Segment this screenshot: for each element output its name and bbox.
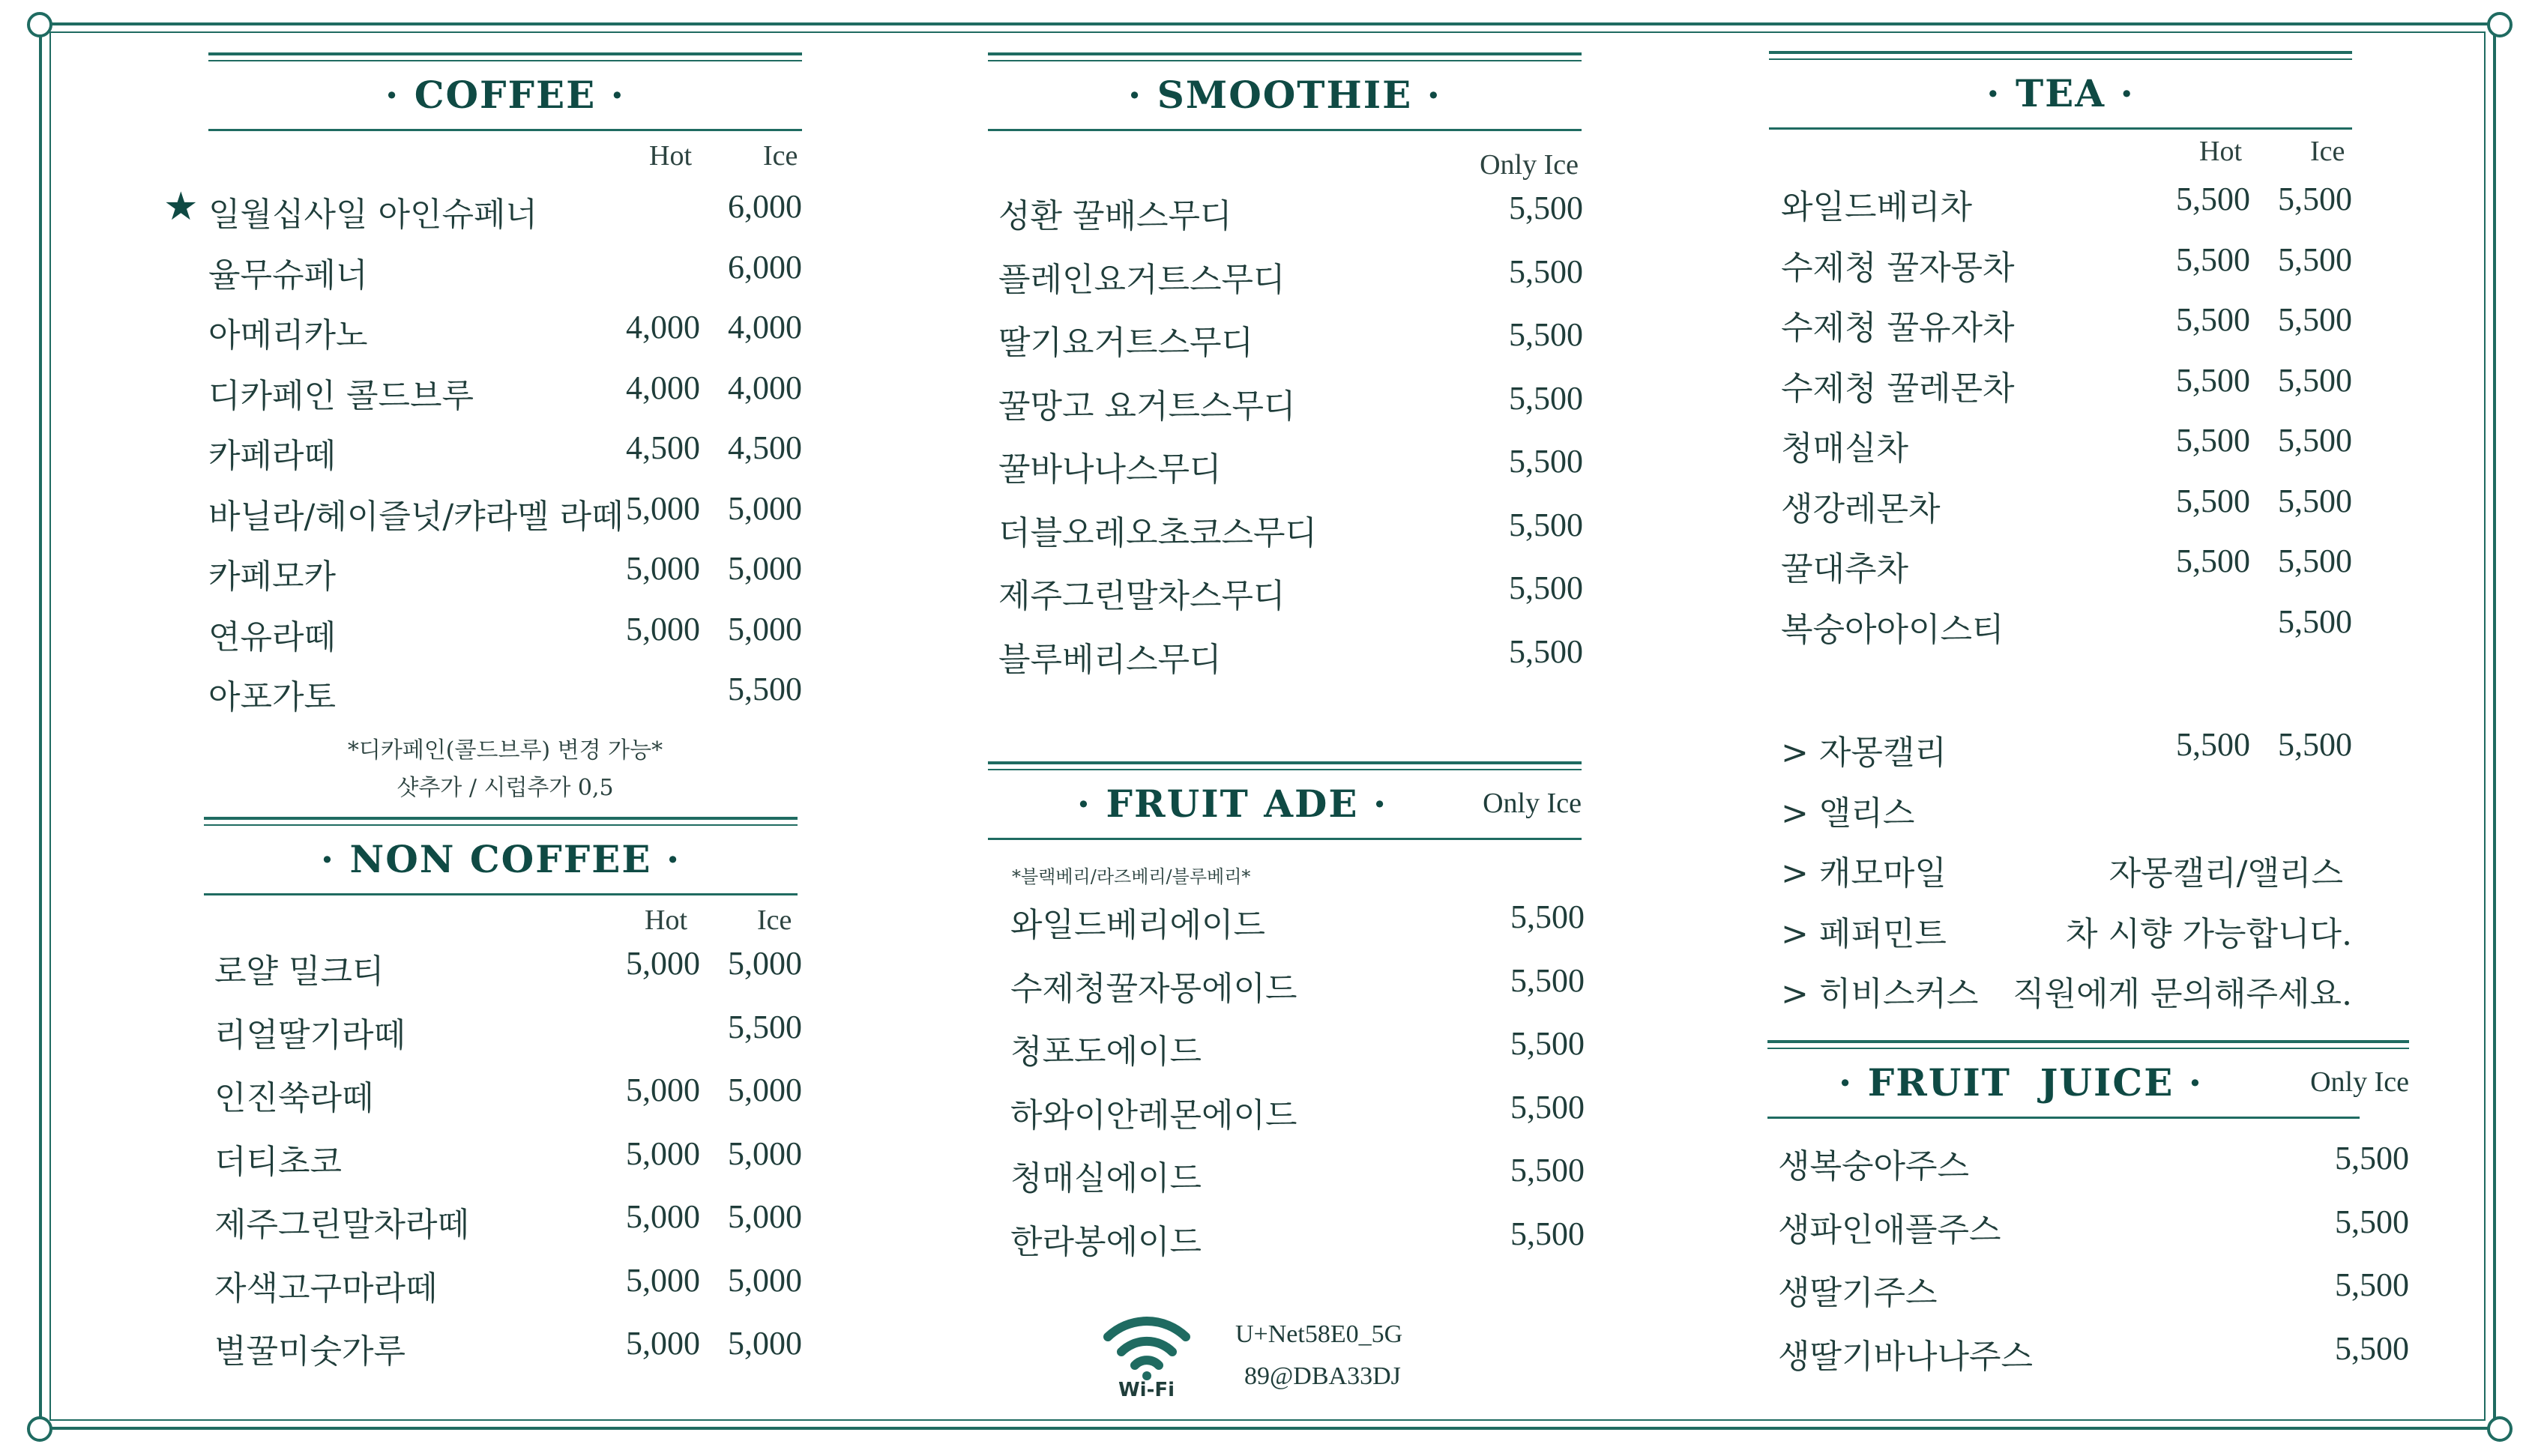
menu-item <box>988 898 1585 958</box>
menu-item <box>1769 180 2352 240</box>
menu-item-price: 5,500 <box>1510 961 1585 999</box>
menu-item-name: 수제청 꿀레몬차 <box>1781 369 2015 408</box>
menu-item-name: 연유라떼 <box>208 617 337 656</box>
menu-item-hot-price: 5,000 <box>626 1198 700 1235</box>
menu-item <box>1769 602 2352 662</box>
menu-item <box>988 1215 1585 1275</box>
non-coffee-section <box>204 817 802 1371</box>
menu-item <box>988 379 1582 439</box>
corner-ornament <box>27 12 52 37</box>
coffee-note-decaf: *디카페인(콜드브루) 변경 가능* <box>347 737 663 764</box>
fruit-juice-only-ice: Only Ice <box>2310 1066 2409 1098</box>
menu-item-hot-price: 5,500 <box>2176 181 2250 217</box>
coffee-hot-label: Hot <box>649 140 692 172</box>
menu-item-ice-price: 5,500 <box>2278 543 2352 579</box>
herbal-item-name: > 페퍼민트 <box>1781 914 1947 953</box>
menu-item-ice-price: 5,000 <box>728 550 802 587</box>
wifi-ssid: U+Net58E0_5G <box>1235 1320 1403 1348</box>
menu-item-price: 5,500 <box>1509 253 1583 290</box>
menu-item-price: 5,500 <box>1509 632 1583 670</box>
menu-item <box>208 610 802 670</box>
herbal-item-name: > 앨리스 <box>1781 794 1915 833</box>
menu-item-price: 5,500 <box>2335 1329 2409 1367</box>
menu-item <box>208 549 802 609</box>
menu-item-name: 꿀망고 요거트스무디 <box>998 387 1296 426</box>
fruit-ade-section <box>988 761 1585 1261</box>
menu-item <box>208 308 802 368</box>
menu-item-name: 복숭아아이스티 <box>1781 610 2004 649</box>
corner-ornament <box>27 1416 52 1442</box>
menu-item-ice-price: 5,000 <box>728 1325 802 1362</box>
menu-item-name: 생파인애플주스 <box>1778 1210 2001 1249</box>
menu-item <box>988 442 1582 502</box>
menu-item-price: 5,500 <box>2335 1266 2409 1303</box>
menu-item-name: 아포가토 <box>208 678 337 716</box>
menu-item-hot-price: 5,000 <box>626 610 700 647</box>
menu-item-name: 로얄 밀크티 <box>214 952 385 991</box>
tea-section <box>1769 51 2352 1013</box>
coffee-note-extra: 샷추가 / 시럽추가 0,5 <box>397 775 614 801</box>
wifi-icon <box>1102 1313 1192 1380</box>
menu-item-name: 자색고구마라떼 <box>214 1269 438 1308</box>
menu-item <box>204 944 802 1004</box>
herbal-item <box>1769 967 2352 1027</box>
menu-item <box>1769 300 2352 360</box>
smoothie-title: · SMOOTHIE · <box>1127 73 1442 117</box>
menu-item <box>1769 241 2352 300</box>
tea-title-bar <box>1769 51 2352 130</box>
herbal-item-note: 자몽캘리/앨리스 <box>2109 854 2343 892</box>
tea-hot-label: Hot <box>2199 136 2242 167</box>
menu-item-ice-price: 4,000 <box>728 309 802 345</box>
menu-item <box>208 670 802 730</box>
menu-item-ice-price: 5,000 <box>728 1072 802 1108</box>
menu-item <box>204 1261 802 1321</box>
menu-item-hot-price: 5,500 <box>2176 241 2250 278</box>
fruit-ade-title-bar <box>988 761 1582 840</box>
menu-item-ice-price: 5,000 <box>728 489 802 527</box>
menu-item-price: 5,500 <box>1509 379 1583 417</box>
menu-item-ice-price: 5,500 <box>2278 361 2352 399</box>
non-coffee-hot-label: Hot <box>645 904 687 936</box>
menu-item-name: 바닐라/헤이즐넛/캬라멜 라떼 <box>208 497 624 536</box>
menu-item-ice-price: 5,500 <box>2278 181 2352 217</box>
menu-item <box>1769 482 2352 542</box>
herbal-item-name: > 히비스커스 <box>1781 975 1979 1013</box>
menu-item-name: 생복숭아주스 <box>1778 1147 1970 1185</box>
menu-item-hot-price: 5,000 <box>626 550 700 587</box>
menu-item-name: 카페라떼 <box>208 437 337 475</box>
menu-item-hot-price: 5,500 <box>2176 482 2250 519</box>
menu-item <box>1769 361 2352 421</box>
menu-item-price: 5,500 <box>1509 506 1583 543</box>
menu-item-ice-price: 5,500 <box>2278 602 2352 640</box>
menu-item-hot-price: 5,500 <box>2176 361 2250 399</box>
menu-item <box>1767 1139 2409 1199</box>
fruit-ade-title: · FRUIT ADE · <box>1076 782 1388 826</box>
menu-item <box>208 489 802 549</box>
menu-item-name: 와일드베리에이드 <box>1010 906 1266 944</box>
menu-item-hot-price: 5,000 <box>626 1325 700 1362</box>
menu-item-name: 더티초코 <box>214 1142 343 1181</box>
coffee-section <box>163 52 802 801</box>
menu-item-name: 청포도에이드 <box>1010 1033 1202 1071</box>
fruit-ade-berry-note: *블랙베리/라즈베리/블루베리* <box>1012 866 1251 887</box>
menu-item <box>208 429 802 489</box>
fruit-juice-section <box>1767 1040 2409 1376</box>
menu-item-ice-price: 4,000 <box>728 369 802 406</box>
menu-item-ice-price: 5,500 <box>2278 301 2352 338</box>
tea-ice-label: Ice <box>2310 136 2345 167</box>
coffee-title: · COFFEE · <box>385 73 626 117</box>
corner-ornament <box>2487 12 2513 37</box>
menu-item <box>988 1151 1585 1211</box>
menu-item-ice-price: 6,000 <box>728 188 802 225</box>
menu-item <box>204 1197 802 1257</box>
menu-item <box>1767 1266 2409 1326</box>
menu-item <box>1769 542 2352 602</box>
smoothie-only-ice: Only Ice <box>1480 149 1579 181</box>
menu-item-name: 블루베리스무디 <box>998 640 1222 679</box>
herbal-item-name: > 자몽캘리 <box>1781 734 1947 772</box>
herbal-item-note: 직원에게 문의해주세요. <box>2012 975 2352 1013</box>
menu-item-hot-price: 4,000 <box>626 309 700 345</box>
menu-item-ice-price: 5,500 <box>2278 422 2352 459</box>
menu-item <box>988 506 1582 566</box>
menu-item-price: 5,500 <box>1510 1152 1585 1188</box>
menu-item <box>988 632 1582 692</box>
menu-item-ice-price: 5,500 <box>728 1008 802 1045</box>
smoothie-section <box>988 52 1583 679</box>
menu-item-name: 일월십사일 아인슈페너 <box>208 196 538 234</box>
menu-item-name: 율무슈페너 <box>208 256 368 294</box>
menu-item-name: 수제청꿀자몽에이드 <box>1010 969 1297 1008</box>
menu-item-name: 하와이안레몬에이드 <box>1010 1096 1297 1135</box>
menu-item-ice-price: 5,500 <box>2278 482 2352 519</box>
menu-item-price: 5,500 <box>2335 1203 2409 1240</box>
menu-item-name: 생강레몬차 <box>1781 489 1941 528</box>
smoothie-title-bar <box>988 52 1582 131</box>
menu-item-price: 5,500 <box>1510 1215 1585 1252</box>
menu-item-name: 와일드베리차 <box>1781 188 1973 226</box>
coffee-ice-label: Ice <box>763 140 798 172</box>
menu-item-hot-price: 5,000 <box>626 945 700 982</box>
menu-item-ice-price: 5,000 <box>728 610 802 647</box>
menu-item-price: 5,500 <box>1509 570 1583 606</box>
menu-item-name: 청매실차 <box>1781 429 1909 468</box>
non-coffee-title-bar <box>204 817 798 895</box>
menu-item-hot-price: 5,000 <box>626 1072 700 1108</box>
menu-item-name: 더블오레오초코스무디 <box>998 513 1318 552</box>
herbal-item <box>1769 725 2352 785</box>
menu-item-name: 플레인요거트스무디 <box>998 260 1285 299</box>
menu-item <box>1767 1203 2409 1263</box>
menu-item-name: 인진쑥라떼 <box>214 1079 374 1117</box>
menu-item <box>988 315 1582 375</box>
menu-item-name: 아메리카노 <box>208 316 368 354</box>
menu-item-ice-price: 5,000 <box>728 1198 802 1235</box>
menu-item-ice-price: 5,500 <box>2278 241 2352 278</box>
menu-item-name: 카페모카 <box>208 558 337 596</box>
menu-item-price: 5,500 <box>1509 190 1583 226</box>
non-coffee-title: · NON COFFEE · <box>320 837 681 881</box>
menu-item-hot-price: 5,500 <box>2176 422 2250 459</box>
menu-item-hot-price: 5,000 <box>626 489 700 527</box>
menu-item-name: 생딸기주스 <box>1778 1274 1938 1312</box>
menu-item-hot-price: 5,500 <box>2176 543 2250 579</box>
menu-item-name: 꿀바나나스무디 <box>998 450 1222 489</box>
menu-item-hot-price: 4,000 <box>626 369 700 406</box>
menu-item <box>1769 421 2352 481</box>
fruit-juice-title: · FRUIT JUICE · <box>1838 1060 2204 1105</box>
herbal-item <box>1769 907 2352 967</box>
menu-item <box>204 1008 802 1068</box>
coffee-title-bar <box>208 52 802 131</box>
menu-item <box>988 569 1582 629</box>
menu-item-name: 꿀대추차 <box>1781 550 1909 588</box>
menu-item-name: 청매실에이드 <box>1010 1159 1202 1197</box>
menu-item-name: 제주그린말차라떼 <box>214 1206 470 1244</box>
menu-item <box>204 1135 802 1194</box>
corner-ornament <box>2487 1416 2513 1442</box>
fruit-juice-title-bar <box>1767 1040 2409 1119</box>
wifi-password: 89@DBA33DJ <box>1244 1362 1401 1390</box>
menu-item <box>988 189 1582 249</box>
menu-item-price: 5,500 <box>1510 1025 1585 1062</box>
herbal-item <box>1769 846 2352 906</box>
menu-item <box>1767 1329 2409 1389</box>
menu-item-ice-price: 4,500 <box>728 429 802 466</box>
menu-item-hot-price: 5,000 <box>626 1135 700 1172</box>
menu-item <box>204 1071 802 1131</box>
menu-item-ice-price: 5,000 <box>728 945 802 982</box>
menu-item-price: 5,500 <box>1510 1088 1585 1126</box>
herbal-item-note: 차 시향 가능합니다. <box>2066 914 2352 953</box>
menu-item-hot-price: 4,500 <box>626 429 700 466</box>
menu-item-name: 딸기요거트스무디 <box>998 324 1254 362</box>
menu-item-price: 5,500 <box>1509 443 1583 480</box>
herbal-item-ice-price: 5,500 <box>2278 726 2352 763</box>
fruit-ade-only-ice: Only Ice <box>1483 788 1582 819</box>
menu-item-name: 수제청 꿀유자차 <box>1781 309 2015 347</box>
menu-item <box>208 248 802 308</box>
menu-item-name: 디카페인 콜드브루 <box>208 376 474 415</box>
menu-item-price: 5,500 <box>1510 898 1585 935</box>
menu-item <box>988 961 1585 1021</box>
menu-item-ice-price: 5,500 <box>728 671 802 707</box>
menu-item <box>208 187 802 247</box>
wifi-label: Wi-Fi <box>1118 1379 1175 1401</box>
menu-item-name: 제주그린말차스무디 <box>998 577 1285 615</box>
herbal-item-hot-price: 5,500 <box>2176 726 2250 763</box>
wifi-box <box>1102 1313 1462 1410</box>
menu-item-name: 성환 꿀배스무디 <box>998 197 1232 235</box>
menu-item-name: 한라봉에이드 <box>1010 1222 1202 1261</box>
menu-item-name: 수제청 꿀자몽차 <box>1781 248 2015 287</box>
herbal-item-name: > 캐모마일 <box>1781 854 1947 892</box>
menu-item-name: 생딸기바나나주스 <box>1778 1337 2034 1376</box>
menu-item-hot-price: 5,000 <box>626 1261 700 1299</box>
menu-item-price: 5,500 <box>2335 1140 2409 1176</box>
menu-item-ice-price: 5,000 <box>728 1261 802 1299</box>
menu-item-hot-price: 5,500 <box>2176 301 2250 338</box>
menu-item <box>988 1024 1585 1084</box>
menu-item <box>208 369 802 429</box>
menu-item-price: 5,500 <box>1509 316 1583 353</box>
tea-title: · TEA · <box>1986 71 2135 115</box>
herbal-item <box>1769 786 2352 846</box>
menu-item-ice-price: 5,000 <box>728 1135 802 1172</box>
non-coffee-ice-label: Ice <box>757 904 792 936</box>
star-icon: ★ <box>163 184 199 229</box>
menu-item-name: 벌꿀미숫가루 <box>214 1332 406 1371</box>
menu-item <box>988 1088 1585 1148</box>
menu-item <box>204 1324 802 1384</box>
menu-item-ice-price: 6,000 <box>728 248 802 286</box>
menu-item-name: 리얼딸기라떼 <box>214 1015 406 1054</box>
menu-item <box>988 253 1582 312</box>
